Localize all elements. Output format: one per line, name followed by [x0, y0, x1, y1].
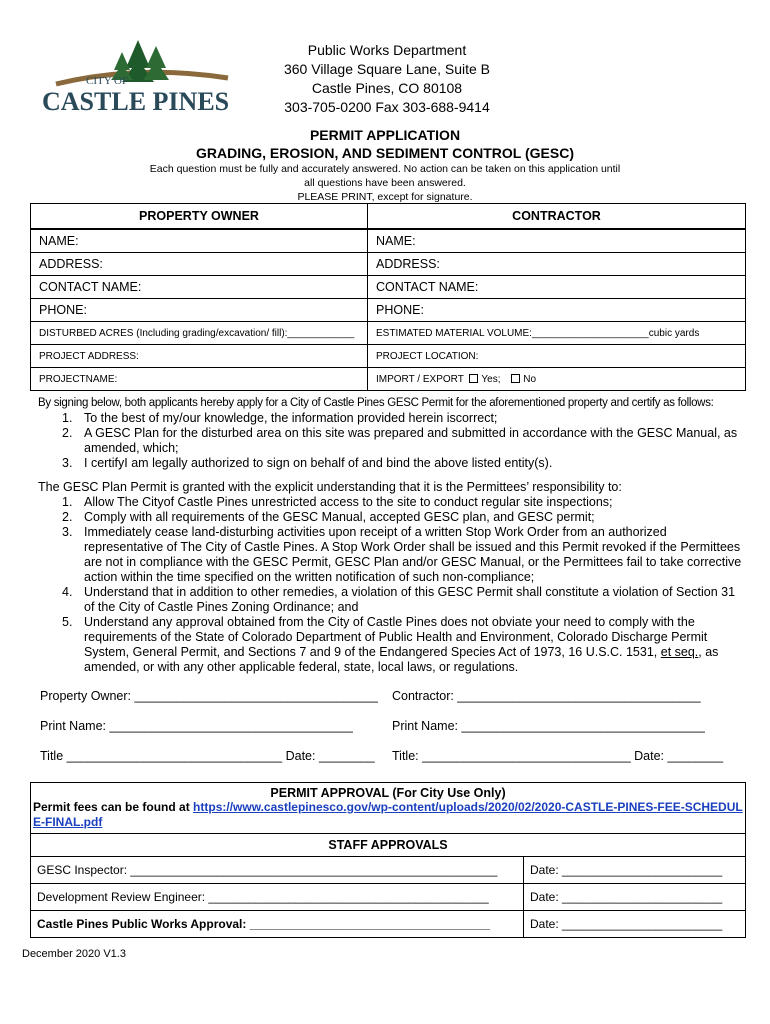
yes-checkbox[interactable]: [469, 374, 478, 383]
import-export-field: [368, 368, 746, 391]
owner-title-date[interactable]: Title _______________________________ Date: ________: [40, 749, 375, 763]
fee-schedule-link[interactable]: https://www.castlepinesco.gov/wp-content/uploads/2020/02/2020-CASTLE-PINES-FEE-SCHEDULE-FINAL.pdf: [33, 800, 743, 829]
list-item: 3. Immediately cease land-disturbing activities upon receipt of a written Stop Work Order from an authorized representative of The City of Castle Pines. A Stop Work Order shall be issued and this Permit revoked if the Permittees are not in compliance with the GESC Permit, GESC Plan and/or GESC Manual, or the Permittees fail to take corrective action within the time specified on the written notification of such non-compliance;: [62, 525, 742, 584]
fees-label: Permit fees can be found at: [33, 800, 190, 814]
public-works-approval-date[interactable]: Date: ________________________: [524, 911, 746, 938]
gesc-inspector-date[interactable]: Date: ________________________: [524, 857, 746, 884]
contractor-phone-field[interactable]: PHONE:: [368, 299, 746, 322]
list-item: 1. Allow The Cityof Castle Pines unrestricted access to the site to conduct regular site inspections;: [62, 495, 613, 509]
list-item: 4. Understand that in addition to other remedies, a violation of this GESC Permit shall constitute a violation of Section 31 of the City of Castle Pines Zoning Ordinance; and: [62, 585, 736, 614]
no-checkbox[interactable]: [511, 374, 520, 383]
phone-fax: 303-705-0200 Fax 303-688-9414: [284, 99, 490, 115]
pine-trees-icon: [38, 38, 250, 116]
svg-text:CITY OF: CITY OF: [86, 75, 129, 87]
project-name-field[interactable]: PROJECTNAME:: [31, 368, 368, 391]
department-name: Public Works Department: [307, 42, 467, 58]
list-item: 2. A GESC Plan for the disturbed area on this site was prepared and submitted in accordance with the GESC Manual, as amended, which;: [62, 426, 738, 455]
owner-name-field[interactable]: NAME:: [31, 229, 368, 253]
list-item: 5. Understand any approval obtained from the City of Castle Pines does not obviate your need to comply with the requirements of the State of Colorado Department of Public Health and Environment, Colorado Discharge Permit System, General Permit, and Sections 7 and 9 of the Endangered Species Act of 1973, 16 U.S.C. 1531, et seq., as amended, or with any other applicable federal, state, local laws, or regulations.: [62, 615, 719, 674]
project-location-field[interactable]: PROJECT LOCATION:: [368, 345, 746, 368]
material-volume-field[interactable]: ESTIMATED MATERIAL VOLUME:_____________________cubic yards: [368, 322, 746, 345]
review-engineer-date[interactable]: Date: ________________________: [524, 884, 746, 911]
contractor-title-date[interactable]: Title: ______________________________ Date: ________: [392, 749, 724, 763]
city-state-zip: Castle Pines, CO 80108: [311, 80, 463, 96]
list-item: 1. To the best of my/our knowledge, the information provided herein iscorrect;: [62, 411, 498, 425]
no-label: No: [523, 373, 537, 385]
owner-phone-field[interactable]: PHONE:: [31, 299, 368, 322]
owner-print-name[interactable]: Print Name: ___________________________________: [40, 719, 353, 733]
approval-header: PERMIT APPROVAL (For City Use Only): [270, 786, 506, 800]
terms-intro: The GESC Plan Permit is granted with the explicit understanding that it is the Permittees’ responsibility to:: [38, 480, 622, 494]
street-address: 360 Village Square Lane, Suite B: [283, 61, 490, 77]
instructions-line-2: all questions have been answered.: [304, 177, 466, 189]
contractor-signature[interactable]: Contractor: ___________________________________: [392, 689, 701, 703]
certification-intro: By signing below, both applicants hereby apply for a City of Castle Pines GESC Permit for the aforementioned property and certify as follows:: [38, 397, 714, 409]
list-item: 2. Comply with all requirements of the GESC Manual, accepted GESC plan, and GESC permit;: [62, 510, 595, 524]
import-export-label: IMPORT / EXPORT: [376, 373, 464, 385]
page-title: PERMIT APPLICATION: [309, 127, 461, 143]
review-engineer-field[interactable]: Development Review Engineer: __________________________________________: [31, 884, 524, 911]
yes-label: Yes;: [481, 373, 501, 385]
svg-text:CASTLE PINES: CASTLE PINES: [42, 87, 230, 116]
page-subtitle: GRADING, EROSION, AND SEDIMENT CONTROL (GESC): [195, 145, 574, 161]
instructions-line-3: PLEASE PRINT, except for signature.: [297, 191, 473, 203]
list-item: 3. I certifyI am legally authorized to sign on behalf of and bind the above listed entity(s).: [62, 456, 553, 470]
owner-address-field[interactable]: ADDRESS:: [31, 253, 368, 276]
terms-section: [38, 480, 744, 675]
property-owner-signature[interactable]: Property Owner: ___________________________________: [40, 689, 378, 703]
staff-approvals-header: STAFF APPROVALS: [31, 834, 746, 857]
contractor-contact-field[interactable]: CONTACT NAME:: [368, 276, 746, 299]
city-logo: [38, 38, 250, 116]
disturbed-acres-field[interactable]: DISTURBED ACRES (Including grading/excavation/ fill):____________: [31, 322, 368, 345]
contractor-name-field[interactable]: NAME:: [368, 229, 746, 253]
project-address-field[interactable]: PROJECT ADDRESS:: [31, 345, 368, 368]
approval-header-cell: [31, 783, 746, 834]
public-works-approval-field[interactable]: Castle Pines Public Works Approval: ____________________________________: [31, 911, 524, 938]
owner-header: PROPERTY OWNER: [31, 204, 368, 230]
instructions-line-1: Each question must be fully and accurately answered. No action can be taken on this application until: [149, 163, 621, 175]
gesc-inspector-field[interactable]: GESC Inspector: _______________________________________________________: [31, 857, 524, 884]
certification-section: [38, 396, 744, 471]
department-address-block: [262, 41, 512, 117]
contractor-header: CONTRACTOR: [368, 204, 746, 230]
version-footer: December 2020 V1.3: [22, 948, 126, 960]
permit-approval-table: [30, 782, 746, 938]
owner-contact-field[interactable]: CONTACT NAME:: [31, 276, 368, 299]
applicant-form-table: [30, 203, 746, 391]
contractor-print-name[interactable]: Print Name: ___________________________________: [392, 719, 705, 733]
contractor-address-field[interactable]: ADDRESS:: [368, 253, 746, 276]
